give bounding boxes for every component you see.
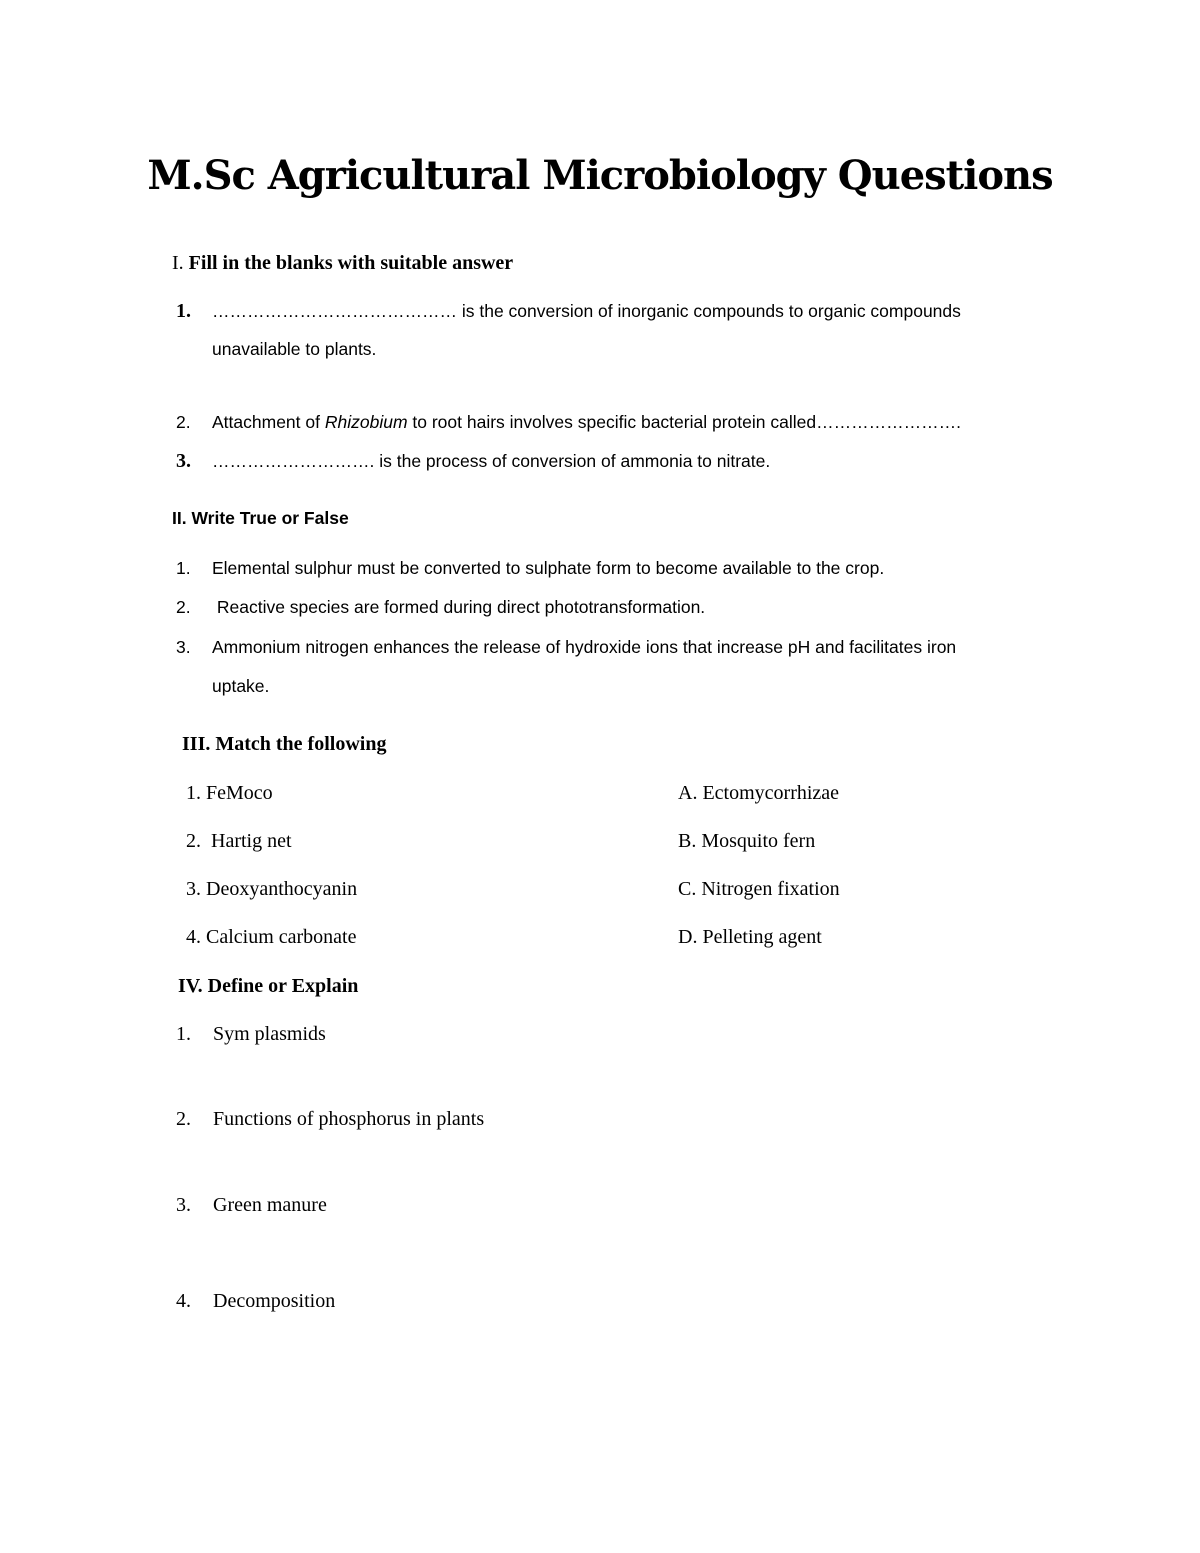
fill-q1-line2: unavailable to plants. [212, 339, 377, 359]
tf-q3-line1: Ammonium nitrogen enhances the release of hydroxide ions that increase pH and facilitates iron [212, 637, 957, 657]
tf-q1-text: Elemental sulphur must be converted to sulphate form to become available to the crop. [212, 558, 885, 578]
define-q3-number: 3. [176, 1194, 191, 1216]
section-1-heading [172, 252, 513, 275]
match-right-b: B. Mosquito fern [678, 830, 816, 852]
match-left-1: 1. FeMoco [186, 782, 273, 804]
fill-q2-pre: Attachment of [212, 412, 325, 432]
tf-q2-number: 2. [176, 597, 191, 617]
fill-q2-italic: Rhizobium [324, 412, 408, 432]
match-right-a: A. Ectomycorrhizae [678, 782, 840, 804]
section-1-heading-prefix: I. [172, 252, 189, 274]
match-left-4: 4. Calcium carbonate [186, 926, 357, 948]
tf-q2-text: Reactive species are formed during direct phototransformation. [212, 597, 706, 617]
match-right-d: D. Pelleting agent [678, 926, 822, 948]
fill-q2-text [212, 412, 961, 433]
match-left-3: 3. Deoxyanthocyanin [186, 878, 358, 900]
section-1-heading-text: Fill in the blanks with suitable answer [188, 252, 514, 274]
match-right-c: C. Nitrogen fixation [678, 878, 840, 900]
match-left-2: 2. Hartig net [186, 830, 292, 852]
fill-q1-number: 1. [176, 300, 191, 322]
page-title: M.Sc Agricultural Microbiology Questions [147, 152, 1053, 199]
tf-q3-line2: uptake. [212, 676, 270, 696]
section-3-heading: III. Match the following [182, 733, 387, 755]
define-q4-number: 4. [176, 1290, 191, 1312]
section-2-heading: II. Write True or False [172, 508, 349, 528]
define-q2-text: Functions of phosphorus in plants [213, 1108, 485, 1130]
fill-q3-number: 3. [176, 450, 191, 472]
define-q1-number: 1. [176, 1023, 191, 1045]
define-q3-text: Green manure [213, 1194, 327, 1216]
tf-q1-number: 1. [176, 558, 191, 578]
fill-q3-text: ………………………. is the process of conversion of ammonia to nitrate. [212, 451, 771, 471]
define-q1-text: Sym plasmids [213, 1023, 326, 1045]
fill-q2-post: to root hairs involves specific bacterial protein called……………………. [407, 412, 961, 432]
section-4-heading: IV. Define or Explain [178, 975, 359, 997]
define-q2-number: 2. [176, 1108, 191, 1130]
define-q4-text: Decomposition [213, 1290, 336, 1312]
fill-q1-line1: …………………………………… is the conversion of inorganic compounds to organic compounds [212, 301, 961, 321]
tf-q3-number: 3. [176, 637, 191, 657]
fill-q2-number: 2. [176, 412, 191, 432]
